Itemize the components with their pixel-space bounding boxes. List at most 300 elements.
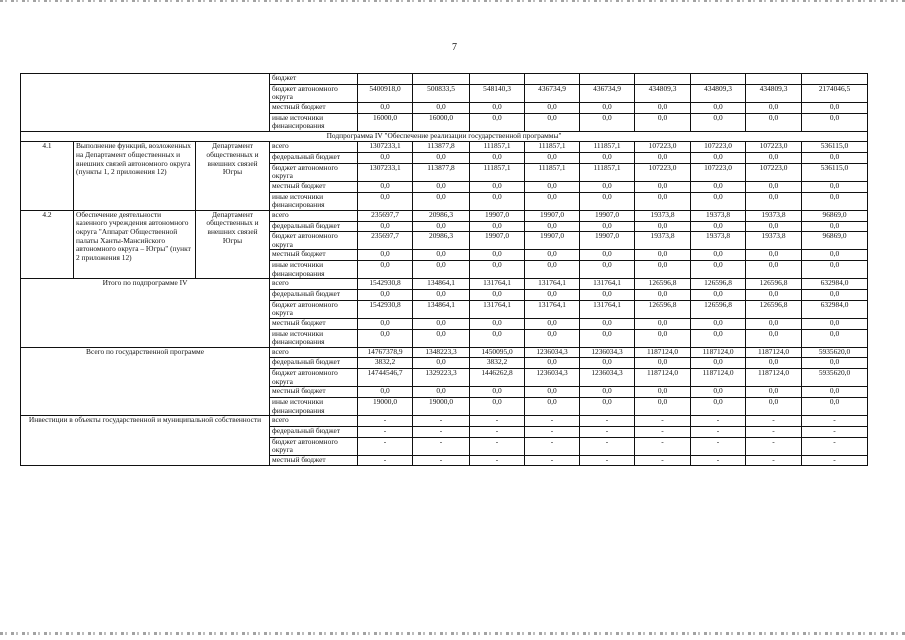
value-cell: 1542930,8 (358, 300, 413, 318)
value-cell: 0,0 (470, 192, 525, 210)
source-cell: местный бюджет (270, 102, 358, 113)
value-cell: 19907,0 (470, 210, 525, 221)
value-cell: - (470, 416, 525, 427)
value-cell: 1236034,3 (580, 369, 635, 387)
value-cell: 0,0 (525, 329, 580, 347)
value-cell: 19373,8 (691, 232, 746, 250)
value-cell: 0,0 (691, 261, 746, 279)
value-cell: 0,0 (413, 182, 470, 193)
value-cell: 0,0 (358, 318, 413, 329)
value-cell: 0,0 (746, 250, 802, 261)
source-cell: федеральный бюджет (270, 290, 358, 301)
value-cell: 0,0 (580, 221, 635, 232)
value-cell: 0,0 (746, 192, 802, 210)
value-cell: 0,0 (691, 221, 746, 232)
value-cell: 0,0 (358, 102, 413, 113)
value-cell: 0,0 (691, 153, 746, 164)
value-cell: 632984,0 (802, 279, 868, 290)
value-cell: 126596,8 (691, 300, 746, 318)
value-cell: - (525, 416, 580, 427)
scan-top-edge (0, 0, 905, 2)
value-cell: 134864,1 (413, 300, 470, 318)
item-executor: Департамент общественных и внешних связей Югры (196, 210, 270, 278)
value-cell: 0,0 (635, 250, 691, 261)
value-cell: 0,0 (470, 329, 525, 347)
value-cell: 1542930,8 (358, 279, 413, 290)
value-cell: 0,0 (470, 318, 525, 329)
value-cell: 0,0 (691, 358, 746, 369)
source-cell: бюджет автономного округа (270, 163, 358, 181)
item-name: Обеспечение деятельности казенного учреждения автономного округа "Аппарат Общественной палаты Ханты-Мансийского автономного округа – Югры" (пункт 2 приложения 12) (74, 210, 196, 278)
value-cell: 0,0 (802, 398, 868, 416)
value-cell: 0,0 (413, 153, 470, 164)
source-cell: федеральный бюджет (270, 358, 358, 369)
value-cell: 0,0 (746, 329, 802, 347)
table-row (21, 279, 868, 290)
value-cell: 5935620,0 (802, 347, 868, 358)
source-cell: федеральный бюджет (270, 426, 358, 437)
source-cell: всего (270, 142, 358, 153)
value-cell: 0,0 (635, 387, 691, 398)
value-cell: 19373,8 (746, 210, 802, 221)
value-cell: 3832,2 (358, 358, 413, 369)
value-cell: 0,0 (746, 153, 802, 164)
value-cell: 107223,0 (635, 163, 691, 181)
funding-table (20, 73, 868, 466)
value-cell: 19373,8 (691, 210, 746, 221)
value-cell: 1236034,3 (525, 347, 580, 358)
value-cell: 0,0 (802, 358, 868, 369)
value-cell: 0,0 (635, 192, 691, 210)
source-cell: иные источники финансирования (270, 113, 358, 131)
source-cell: иные источники финансирования (270, 329, 358, 347)
value-cell: - (413, 416, 470, 427)
value-cell: - (802, 416, 868, 427)
value-cell: 0,0 (802, 261, 868, 279)
value-cell: 0,0 (413, 387, 470, 398)
value-cell: 126596,8 (691, 279, 746, 290)
source-cell: всего (270, 210, 358, 221)
value-cell: 0,0 (413, 358, 470, 369)
value-cell: 0,0 (691, 290, 746, 301)
continued-cell (21, 74, 270, 132)
value-cell (691, 74, 746, 85)
value-cell: 0,0 (525, 398, 580, 416)
value-cell: 0,0 (470, 290, 525, 301)
table-row (21, 74, 868, 85)
value-cell: 0,0 (802, 221, 868, 232)
value-cell: 0,0 (580, 102, 635, 113)
value-cell: 1307233,1 (358, 142, 413, 153)
source-cell: местный бюджет (270, 182, 358, 193)
table-row (21, 347, 868, 358)
value-cell: 14744546,7 (358, 369, 413, 387)
value-cell: 111857,1 (580, 142, 635, 153)
value-cell: 0,0 (358, 182, 413, 193)
total-label: Итого по подпрограмме IV (21, 279, 270, 347)
value-cell: 0,0 (580, 113, 635, 131)
value-cell: 107223,0 (746, 142, 802, 153)
value-cell: 19907,0 (580, 210, 635, 221)
value-cell: 0,0 (746, 102, 802, 113)
value-cell: - (358, 455, 413, 466)
value-cell: 0,0 (802, 329, 868, 347)
value-cell (525, 74, 580, 85)
value-cell (470, 74, 525, 85)
item-number: 4.2 (21, 210, 74, 278)
source-cell: местный бюджет (270, 318, 358, 329)
value-cell: 0,0 (525, 192, 580, 210)
value-cell: - (746, 455, 802, 466)
value-cell: 0,0 (691, 329, 746, 347)
value-cell: 111857,1 (470, 142, 525, 153)
value-cell: 0,0 (525, 358, 580, 369)
value-cell: 0,0 (635, 329, 691, 347)
value-cell: 19373,8 (746, 232, 802, 250)
value-cell: - (802, 437, 868, 455)
value-cell: 0,0 (358, 153, 413, 164)
value-cell: 0,0 (525, 153, 580, 164)
table-row (21, 142, 868, 153)
value-cell: 0,0 (691, 250, 746, 261)
value-cell: 0,0 (580, 261, 635, 279)
value-cell: 0,0 (746, 182, 802, 193)
value-cell: 0,0 (746, 113, 802, 131)
value-cell: 19907,0 (525, 210, 580, 221)
page-number: 7 (452, 42, 457, 53)
value-cell: 0,0 (525, 290, 580, 301)
value-cell: 0,0 (746, 290, 802, 301)
source-cell: федеральный бюджет (270, 221, 358, 232)
value-cell: - (691, 437, 746, 455)
source-cell: иные источники финансирования (270, 398, 358, 416)
value-cell: - (525, 455, 580, 466)
value-cell: 0,0 (691, 398, 746, 416)
value-cell: 0,0 (470, 387, 525, 398)
value-cell: 0,0 (802, 153, 868, 164)
value-cell: 0,0 (358, 250, 413, 261)
value-cell: 0,0 (413, 318, 470, 329)
value-cell: 1450095,0 (470, 347, 525, 358)
source-cell: всего (270, 416, 358, 427)
item-number: 4.1 (21, 142, 74, 210)
value-cell (802, 74, 868, 85)
value-cell: - (580, 426, 635, 437)
value-cell: 113877,8 (413, 163, 470, 181)
value-cell: 0,0 (746, 398, 802, 416)
value-cell: 434809,3 (635, 84, 691, 102)
value-cell: - (635, 455, 691, 466)
value-cell: 0,0 (580, 358, 635, 369)
value-cell (635, 74, 691, 85)
value-cell: 131764,1 (470, 279, 525, 290)
value-cell: 0,0 (525, 182, 580, 193)
value-cell: - (413, 455, 470, 466)
value-cell: 0,0 (525, 250, 580, 261)
source-cell: местный бюджет (270, 387, 358, 398)
value-cell: 0,0 (470, 261, 525, 279)
value-cell: 20986,3 (413, 232, 470, 250)
total-label: Инвестиции в объекты государственной и муниципальной собственности (21, 416, 270, 466)
value-cell: 548140,3 (470, 84, 525, 102)
source-cell: местный бюджет (270, 455, 358, 466)
source-cell: бюджет автономного округа (270, 300, 358, 318)
value-cell: 0,0 (802, 182, 868, 193)
value-cell: - (358, 437, 413, 455)
value-cell: 0,0 (635, 290, 691, 301)
value-cell: 126596,8 (635, 300, 691, 318)
value-cell: - (746, 416, 802, 427)
value-cell: 0,0 (525, 113, 580, 131)
value-cell: 0,0 (802, 387, 868, 398)
value-cell: - (525, 437, 580, 455)
value-cell: 131764,1 (580, 300, 635, 318)
value-cell: 0,0 (691, 318, 746, 329)
source-cell: бюджет автономного округа (270, 232, 358, 250)
value-cell: 111857,1 (525, 142, 580, 153)
value-cell: 1329223,3 (413, 369, 470, 387)
item-name: Выполнение функций, возложенных на Департамент общественных и внешних связей автономного округа (пункты 1, 2 приложения 12) (74, 142, 196, 210)
table-row (21, 416, 868, 427)
value-cell: 0,0 (746, 261, 802, 279)
value-cell: 0,0 (580, 182, 635, 193)
value-cell: - (358, 416, 413, 427)
value-cell: 3832,2 (470, 358, 525, 369)
value-cell: 0,0 (580, 387, 635, 398)
value-cell: 0,0 (580, 192, 635, 210)
value-cell: 0,0 (580, 318, 635, 329)
value-cell: 16000,0 (413, 113, 470, 131)
value-cell: - (525, 426, 580, 437)
value-cell: 0,0 (470, 102, 525, 113)
value-cell: 0,0 (580, 153, 635, 164)
value-cell: 0,0 (746, 358, 802, 369)
value-cell: - (470, 426, 525, 437)
value-cell: 111857,1 (525, 163, 580, 181)
value-cell: 0,0 (802, 192, 868, 210)
source-cell: бюджет автономного округа (270, 437, 358, 455)
value-cell: 19000,0 (413, 398, 470, 416)
value-cell: 126596,8 (746, 300, 802, 318)
value-cell: 1187124,0 (635, 347, 691, 358)
value-cell: 0,0 (470, 221, 525, 232)
source-cell: всего (270, 347, 358, 358)
value-cell: 0,0 (691, 102, 746, 113)
value-cell: 0,0 (525, 221, 580, 232)
value-cell: 536115,0 (802, 142, 868, 153)
value-cell: 0,0 (413, 102, 470, 113)
value-cell: - (635, 426, 691, 437)
source-cell: бюджет (270, 74, 358, 85)
value-cell: 19907,0 (470, 232, 525, 250)
value-cell: 0,0 (635, 182, 691, 193)
value-cell: 131764,1 (580, 279, 635, 290)
value-cell: 1187124,0 (691, 347, 746, 358)
value-cell: 0,0 (746, 221, 802, 232)
value-cell: 131764,1 (525, 279, 580, 290)
value-cell: 1187124,0 (746, 347, 802, 358)
value-cell: 0,0 (470, 250, 525, 261)
value-cell: 0,0 (691, 182, 746, 193)
value-cell: 126596,8 (635, 279, 691, 290)
scan-bottom-edge (0, 632, 905, 635)
value-cell: 434809,3 (746, 84, 802, 102)
value-cell: 0,0 (413, 221, 470, 232)
value-cell: 134864,1 (413, 279, 470, 290)
value-cell: 19907,0 (525, 232, 580, 250)
value-cell: 0,0 (580, 329, 635, 347)
value-cell: 0,0 (691, 387, 746, 398)
value-cell: - (580, 437, 635, 455)
value-cell: 235697,7 (358, 210, 413, 221)
value-cell: 19000,0 (358, 398, 413, 416)
value-cell: 0,0 (525, 387, 580, 398)
source-cell: бюджет автономного округа (270, 369, 358, 387)
value-cell: 0,0 (691, 192, 746, 210)
value-cell: 436734,9 (525, 84, 580, 102)
value-cell: 107223,0 (691, 163, 746, 181)
value-cell: 14767378,9 (358, 347, 413, 358)
value-cell: 107223,0 (746, 163, 802, 181)
value-cell: 0,0 (580, 250, 635, 261)
value-cell: - (635, 437, 691, 455)
value-cell: 0,0 (746, 318, 802, 329)
value-cell: 5935620,0 (802, 369, 868, 387)
source-cell: местный бюджет (270, 250, 358, 261)
value-cell: - (358, 426, 413, 437)
value-cell: - (691, 455, 746, 466)
value-cell: 126596,8 (746, 279, 802, 290)
value-cell: 0,0 (635, 261, 691, 279)
value-cell (413, 74, 470, 85)
value-cell: 0,0 (635, 358, 691, 369)
value-cell: 5400918,0 (358, 84, 413, 102)
value-cell: 434809,3 (691, 84, 746, 102)
source-cell: бюджет автономного округа (270, 84, 358, 102)
value-cell: 1348223,3 (413, 347, 470, 358)
value-cell: 0,0 (635, 102, 691, 113)
value-cell: 0,0 (413, 192, 470, 210)
value-cell: 19907,0 (580, 232, 635, 250)
value-cell: - (691, 416, 746, 427)
value-cell: - (746, 437, 802, 455)
table-row (21, 210, 868, 221)
value-cell: 0,0 (470, 113, 525, 131)
value-cell: 0,0 (358, 329, 413, 347)
subprogram-row (21, 131, 868, 142)
value-cell: 0,0 (580, 290, 635, 301)
value-cell: 0,0 (413, 290, 470, 301)
value-cell: 0,0 (358, 221, 413, 232)
value-cell: 0,0 (802, 290, 868, 301)
value-cell: - (635, 416, 691, 427)
value-cell: 0,0 (470, 398, 525, 416)
value-cell: 235697,7 (358, 232, 413, 250)
value-cell: 19373,8 (635, 210, 691, 221)
value-cell: 0,0 (580, 398, 635, 416)
source-cell: иные источники финансирования (270, 261, 358, 279)
value-cell: 1187124,0 (635, 369, 691, 387)
value-cell: - (802, 426, 868, 437)
value-cell: 0,0 (413, 250, 470, 261)
value-cell: 0,0 (691, 113, 746, 131)
value-cell: 113877,8 (413, 142, 470, 153)
value-cell: - (470, 437, 525, 455)
subprogram-title: Подпрограмма IV "Обеспечение реализации государственной программы" (21, 131, 868, 142)
value-cell: 0,0 (635, 113, 691, 131)
value-cell: 0,0 (635, 398, 691, 416)
value-cell: 0,0 (413, 329, 470, 347)
value-cell: 111857,1 (580, 163, 635, 181)
value-cell: - (691, 426, 746, 437)
value-cell: 632984,0 (802, 300, 868, 318)
value-cell: - (413, 426, 470, 437)
value-cell: 0,0 (413, 261, 470, 279)
value-cell: 131764,1 (470, 300, 525, 318)
value-cell (746, 74, 802, 85)
value-cell: 436734,9 (580, 84, 635, 102)
value-cell (358, 74, 413, 85)
value-cell: 1307233,1 (358, 163, 413, 181)
value-cell: - (802, 455, 868, 466)
source-cell: всего (270, 279, 358, 290)
value-cell: 1236034,3 (525, 369, 580, 387)
value-cell: 0,0 (470, 182, 525, 193)
value-cell: 96869,0 (802, 232, 868, 250)
value-cell (580, 74, 635, 85)
value-cell: 536115,0 (802, 163, 868, 181)
value-cell: 1236034,3 (580, 347, 635, 358)
value-cell: - (470, 455, 525, 466)
value-cell: 107223,0 (635, 142, 691, 153)
value-cell: 107223,0 (691, 142, 746, 153)
value-cell: 0,0 (802, 113, 868, 131)
value-cell: 0,0 (746, 387, 802, 398)
value-cell: 0,0 (802, 318, 868, 329)
value-cell: - (413, 437, 470, 455)
value-cell: - (580, 455, 635, 466)
value-cell: 0,0 (635, 318, 691, 329)
value-cell: 2174046,5 (802, 84, 868, 102)
value-cell: 20986,3 (413, 210, 470, 221)
value-cell: - (580, 416, 635, 427)
value-cell: 0,0 (470, 153, 525, 164)
value-cell: 0,0 (802, 102, 868, 113)
item-executor: Департамент общественных и внешних связей Югры (196, 142, 270, 210)
value-cell: 1446262,8 (470, 369, 525, 387)
value-cell: 0,0 (525, 318, 580, 329)
value-cell: 0,0 (358, 192, 413, 210)
value-cell: 0,0 (635, 153, 691, 164)
value-cell: - (746, 426, 802, 437)
value-cell: 0,0 (358, 387, 413, 398)
source-cell: иные источники финансирования (270, 192, 358, 210)
value-cell: 96869,0 (802, 210, 868, 221)
value-cell: 1187124,0 (691, 369, 746, 387)
value-cell: 19373,8 (635, 232, 691, 250)
value-cell: 0,0 (635, 221, 691, 232)
value-cell: 0,0 (358, 261, 413, 279)
value-cell: 1187124,0 (746, 369, 802, 387)
value-cell: 0,0 (358, 290, 413, 301)
value-cell: 111857,1 (470, 163, 525, 181)
source-cell: федеральный бюджет (270, 153, 358, 164)
total-label: Всего по государственной программе (21, 347, 270, 415)
value-cell: 0,0 (525, 102, 580, 113)
value-cell: 131764,1 (525, 300, 580, 318)
value-cell: 0,0 (525, 261, 580, 279)
value-cell: 0,0 (802, 250, 868, 261)
